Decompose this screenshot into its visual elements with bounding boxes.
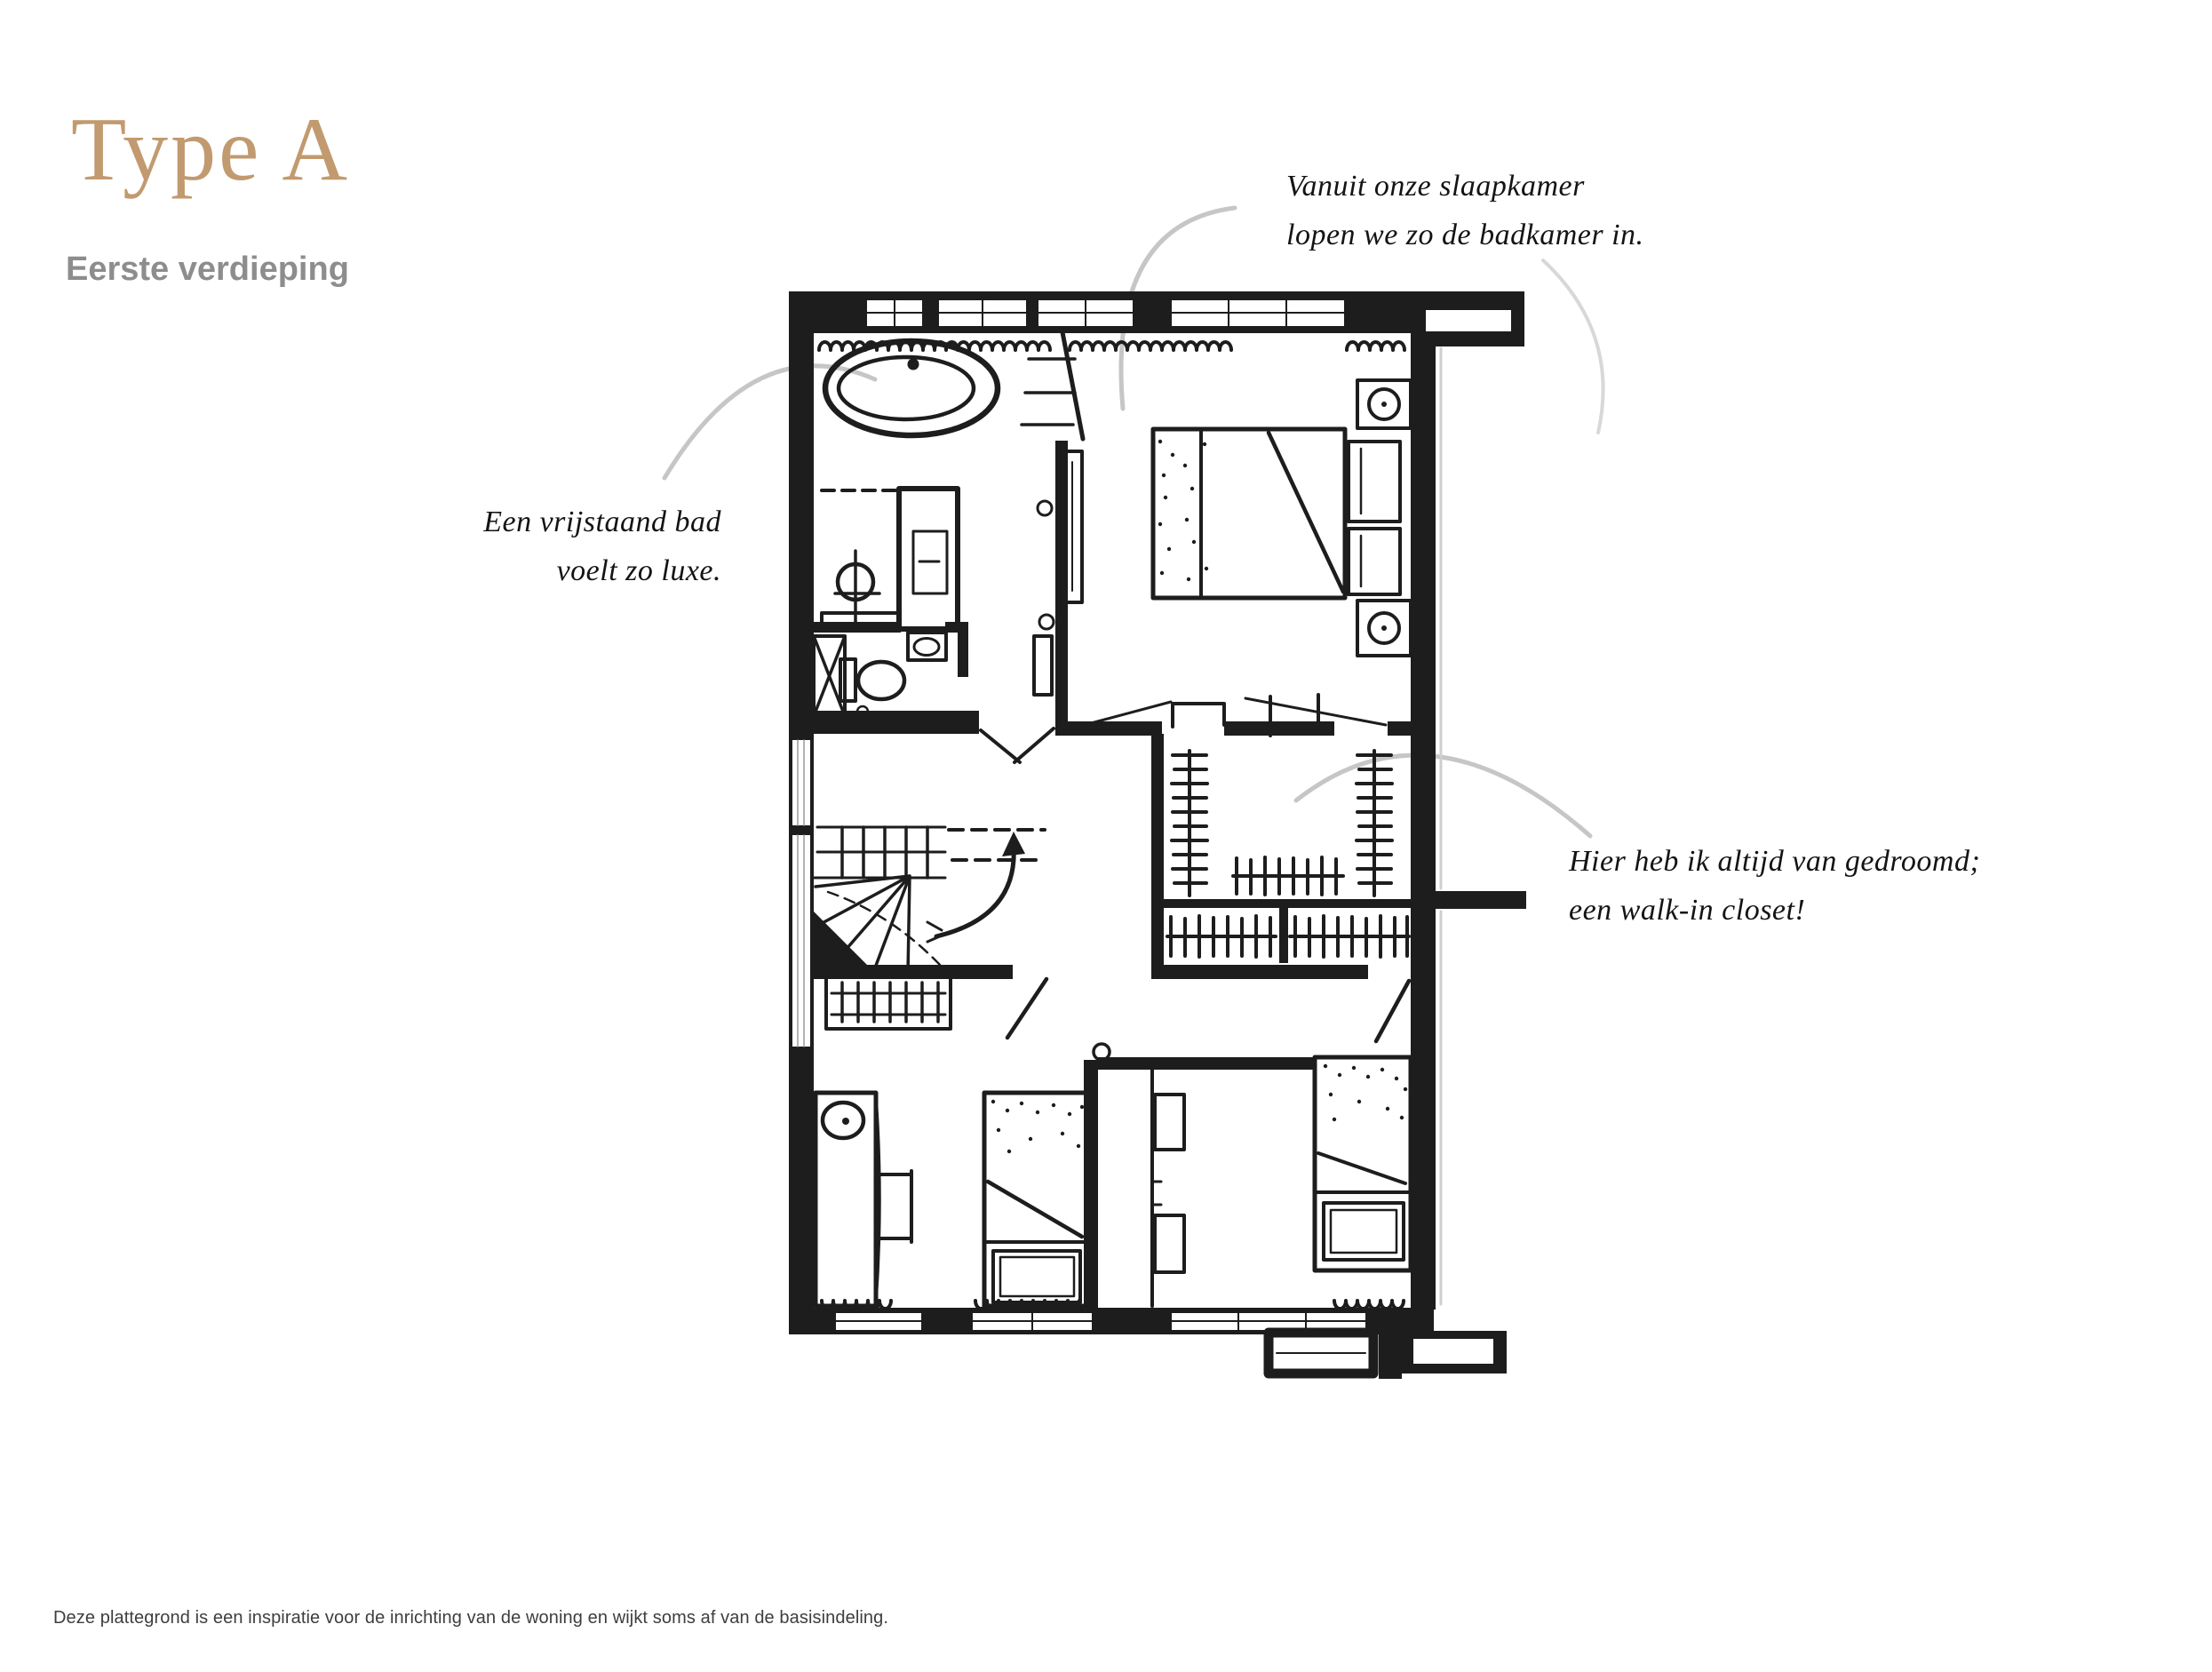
bathtub-inner xyxy=(839,357,974,419)
bedroom-left xyxy=(816,1093,1089,1306)
wall-closet-left xyxy=(1151,734,1164,979)
window-top-2 xyxy=(938,299,1027,327)
annotation-line: een walk-in closet! xyxy=(1569,894,1806,928)
wall-closet-bottom xyxy=(1151,965,1368,979)
window-top-3 xyxy=(1038,299,1134,327)
window-top-4 xyxy=(1171,299,1345,327)
stool-dot xyxy=(842,1118,849,1125)
master-bedroom xyxy=(1022,332,1411,695)
shaft-niche-lower xyxy=(792,835,810,1047)
understairs-rails xyxy=(831,993,945,1015)
understairs-closet xyxy=(826,975,951,1029)
stair-frame xyxy=(814,827,945,878)
double-bed-blanket-fold xyxy=(1269,433,1343,592)
disclaimer-text: Deze plattegrond is een inspiratie voor de inrichting van de woning en wijkt soms af van de basisindeling. xyxy=(53,1608,889,1628)
annotation-line: voelt zo luxe. xyxy=(556,554,721,588)
wall-bath-corridor xyxy=(789,711,979,734)
washbasin-counter xyxy=(822,613,900,625)
lamp-bottom-dot xyxy=(1381,625,1387,631)
scan-artifact-arc xyxy=(1543,260,1603,433)
closet-door-leaf xyxy=(1173,704,1224,727)
window-step-slot xyxy=(1412,1338,1494,1365)
door-knob-2 xyxy=(1039,615,1054,629)
window-bottom-2 xyxy=(972,1312,1093,1331)
stair-arrow-head xyxy=(1002,832,1025,856)
leader-closet-arc xyxy=(1296,755,1590,836)
wall-stairs-chamfer xyxy=(814,912,872,970)
window-top-1 xyxy=(866,299,923,327)
walking-chevron xyxy=(927,922,942,942)
single-bed-right-bench xyxy=(1324,1203,1404,1260)
headboard-lower xyxy=(1349,529,1400,594)
single-bed-right-pillow-dots xyxy=(1324,1064,1407,1121)
curtain-bottom-right xyxy=(1334,1301,1404,1309)
annotation-freestanding-bath xyxy=(382,498,721,595)
bedroom-right-door-leaf xyxy=(1376,981,1409,1041)
annotation-line: Vanuit onze slaapkamer xyxy=(1286,170,1585,203)
small-basin-bowl xyxy=(914,639,939,656)
bathroom xyxy=(814,341,1054,762)
shelf-box-1 xyxy=(1155,1095,1184,1150)
shaft-niche-upper xyxy=(792,740,810,825)
wall-toilet-stub xyxy=(958,633,968,677)
page-title: Type A xyxy=(71,100,350,200)
window-bottom-1 xyxy=(835,1312,922,1331)
wall-right xyxy=(1411,291,1436,1310)
window-ext-right xyxy=(1425,309,1512,332)
curtain-bedroom-corner xyxy=(1347,342,1404,350)
toilet-cistern xyxy=(840,659,855,701)
single-bed-left-bench-inner xyxy=(1000,1257,1074,1296)
bedroom-right xyxy=(1152,1057,1411,1306)
single-bed-right-bench-inner xyxy=(1331,1210,1396,1253)
double-bed xyxy=(1153,429,1345,598)
shelf-box-2 xyxy=(1155,1215,1184,1272)
staircase xyxy=(814,827,1409,1060)
single-bed-left-pillow-dots xyxy=(991,1100,1084,1153)
bedroom-left-door-leaf xyxy=(1007,979,1046,1038)
vanity-cabinet xyxy=(899,489,958,629)
single-bed-right-fold xyxy=(1318,1153,1405,1183)
wall-step-a xyxy=(1379,1308,1402,1379)
annotation-line: lopen we zo de badkamer in. xyxy=(1286,219,1644,252)
bathtub-drain xyxy=(908,359,919,370)
rail-row2-post xyxy=(1279,908,1288,963)
bathroom-door-swing xyxy=(981,729,1054,762)
page-subtitle: Eerste verdieping xyxy=(66,251,349,288)
wall-bedroom-right-top xyxy=(1098,1057,1315,1070)
headboard-upper xyxy=(1349,442,1400,522)
lamp-top-dot xyxy=(1381,402,1387,407)
annotation-bedroom-to-bathroom xyxy=(1286,162,1644,259)
annotation-line: Een vrijstaand bad xyxy=(483,506,721,538)
toilet-bowl xyxy=(858,662,904,699)
door-knob-1 xyxy=(1038,501,1052,515)
wall-stub-right xyxy=(1416,891,1526,909)
single-bed-left-bench xyxy=(993,1251,1080,1302)
single-bed-left-fold xyxy=(988,1182,1082,1237)
leader-bath-arc xyxy=(664,366,875,478)
annotation-walk-in-closet xyxy=(1569,837,1980,935)
radiator-bath-side xyxy=(1034,636,1052,695)
desk-chair xyxy=(879,1171,911,1242)
window-bay-bottom xyxy=(1269,1333,1373,1373)
annotation-line: Hier heb ik altijd van gedroomd; xyxy=(1569,845,1981,878)
curtain-bedroom xyxy=(1070,342,1231,350)
wall-bedroom-bottom-c xyxy=(1388,721,1416,736)
bath-bedroom-door-swing xyxy=(1022,359,1075,425)
wall-closet-divider xyxy=(1164,899,1416,908)
